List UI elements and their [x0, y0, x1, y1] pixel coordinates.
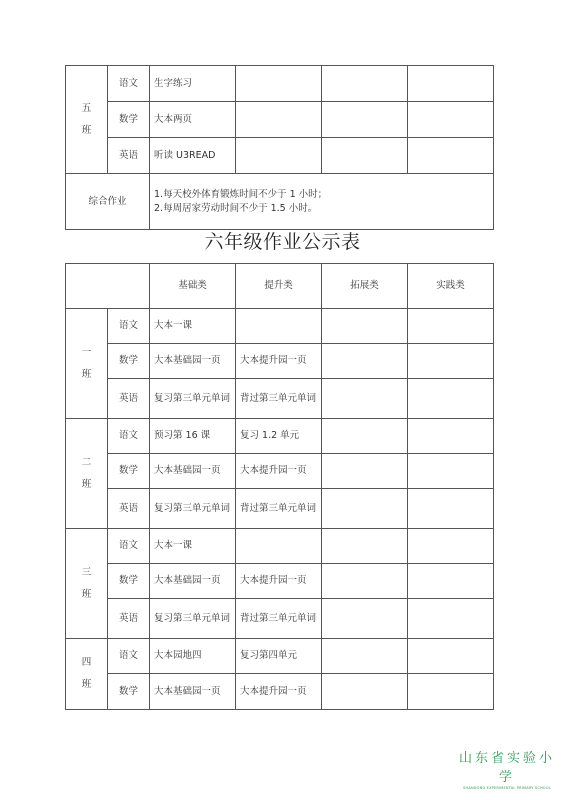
empty-cell	[322, 599, 408, 639]
subject-cell: 英语	[108, 379, 150, 419]
header-improve: 提升类	[236, 264, 322, 309]
basic-cell: 大本基础园一页	[150, 344, 236, 379]
empty-cell	[408, 419, 494, 454]
empty-cell	[408, 564, 494, 599]
basic-cell: 复习第三单元单词	[150, 379, 236, 419]
subject-cell: 语文	[108, 419, 150, 454]
table-row	[66, 489, 494, 529]
subject-cell: 语文	[108, 529, 150, 564]
basic-cell: 预习第 16 课	[150, 419, 236, 454]
empty-cell	[408, 138, 494, 174]
table-row	[66, 344, 494, 379]
class-label	[66, 309, 108, 419]
school-logo-english: SHANDONG EXPERIMENTAL PRIMARY SCHOOL	[463, 786, 551, 790]
empty-cell	[236, 66, 322, 102]
empty-cell	[408, 674, 494, 710]
subject-cell: 语文	[108, 639, 150, 674]
basic-cell: 大本基础园一页	[150, 674, 236, 710]
basic-cell: 大本基础园一页	[150, 564, 236, 599]
basic-cell: 生字练习	[150, 66, 236, 102]
improve-cell: 大本提升园一页	[236, 454, 322, 489]
header-extend: 拓展类	[322, 264, 408, 309]
empty-cell	[408, 454, 494, 489]
header-row	[66, 264, 494, 309]
improve-cell: 大本提升园一页	[236, 344, 322, 379]
comprehensive-content	[150, 174, 494, 230]
empty-cell	[408, 102, 494, 138]
empty-cell	[322, 489, 408, 529]
subject-cell: 数学	[108, 674, 150, 710]
empty-cell	[322, 674, 408, 710]
class-label-char: 班	[81, 368, 92, 380]
class-label-char: 班	[81, 478, 92, 490]
comprehensive-row	[66, 174, 494, 230]
class-label-char: 班	[81, 588, 92, 600]
table-row	[66, 599, 494, 639]
subject-cell: 数学	[108, 344, 150, 379]
header-practice: 实践类	[408, 264, 494, 309]
table-row	[66, 102, 494, 138]
subject-cell: 英语	[108, 599, 150, 639]
empty-cell	[408, 309, 494, 344]
table-row	[66, 419, 494, 454]
empty-cell	[322, 309, 408, 344]
improve-cell: 复习 1.2 单元	[236, 419, 322, 454]
class-label-char: 一	[81, 346, 92, 358]
subject-cell: 英语	[108, 489, 150, 529]
empty-cell	[408, 639, 494, 674]
subject-cell: 数学	[108, 564, 150, 599]
table-row	[66, 379, 494, 419]
class-label-char: 三	[81, 566, 92, 578]
improve-cell: 大本提升园一页	[236, 674, 322, 710]
class-label-char: 班	[81, 124, 92, 136]
comprehensive-line: 1.每天校外体育锻炼时间不少于 1 小时；	[154, 188, 328, 200]
improve-cell: 背过第三单元单词	[236, 379, 322, 419]
school-logo	[457, 747, 557, 790]
class-label-char: 五	[81, 102, 92, 114]
empty-cell	[408, 344, 494, 379]
comprehensive-line: 2.每周居家劳动时间不少于 1.5 小时。	[154, 202, 318, 214]
basic-cell: 听读 U3READ	[150, 138, 236, 174]
basic-cell: 复习第三单元单词	[150, 599, 236, 639]
basic-cell: 大本园地四	[150, 639, 236, 674]
header-basic: 基础类	[150, 264, 236, 309]
school-logo-name: 山东省实验小学	[458, 751, 555, 785]
empty-cell	[408, 379, 494, 419]
subject-cell: 数学	[108, 454, 150, 489]
empty-cell	[322, 639, 408, 674]
table-row	[66, 454, 494, 489]
class-five-table	[65, 65, 494, 230]
improve-cell: 大本提升园一页	[236, 564, 322, 599]
basic-cell: 大本一课	[150, 309, 236, 344]
class-label-char: 四	[81, 657, 92, 668]
empty-cell	[322, 66, 408, 102]
improve-cell: 复习第四单元	[236, 639, 322, 674]
improve-cell	[236, 529, 322, 564]
empty-cell	[322, 564, 408, 599]
empty-cell	[408, 489, 494, 529]
table-row	[66, 639, 494, 674]
subject-cell: 数学	[108, 102, 150, 138]
grade-six-homework-table	[65, 263, 494, 710]
basic-cell: 大本两页	[150, 102, 236, 138]
page-title: 六年级作业公示表	[204, 231, 361, 253]
class-label-char: 班	[81, 679, 92, 690]
class-label-char: 二	[81, 456, 92, 468]
empty-cell	[322, 138, 408, 174]
empty-cell	[322, 529, 408, 564]
empty-cell	[408, 66, 494, 102]
empty-cell	[322, 102, 408, 138]
table-row	[66, 529, 494, 564]
class-label	[66, 529, 108, 639]
comprehensive-label: 综合作业	[66, 174, 150, 230]
subject-cell: 语文	[108, 66, 150, 102]
empty-cell	[322, 454, 408, 489]
class-label	[66, 419, 108, 529]
improve-cell: 背过第三单元单词	[236, 599, 322, 639]
empty-cell	[322, 419, 408, 454]
improve-cell	[236, 309, 322, 344]
table-row	[66, 309, 494, 344]
empty-cell	[408, 599, 494, 639]
basic-cell: 复习第三单元单词	[150, 489, 236, 529]
subject-cell: 英语	[108, 138, 150, 174]
empty-cell	[322, 344, 408, 379]
improve-cell: 背过第三单元单词	[236, 489, 322, 529]
basic-cell: 大本一课	[150, 529, 236, 564]
table-row	[66, 564, 494, 599]
empty-cell	[322, 379, 408, 419]
table-row	[66, 66, 494, 102]
basic-cell: 大本基础园一页	[150, 454, 236, 489]
empty-cell	[236, 138, 322, 174]
class-label	[66, 639, 108, 710]
empty-cell	[236, 102, 322, 138]
empty-cell	[408, 529, 494, 564]
table-row	[66, 138, 494, 174]
header-corner-cell	[66, 264, 150, 309]
class-label	[66, 66, 108, 174]
table-row	[66, 674, 494, 710]
subject-cell: 语文	[108, 309, 150, 344]
